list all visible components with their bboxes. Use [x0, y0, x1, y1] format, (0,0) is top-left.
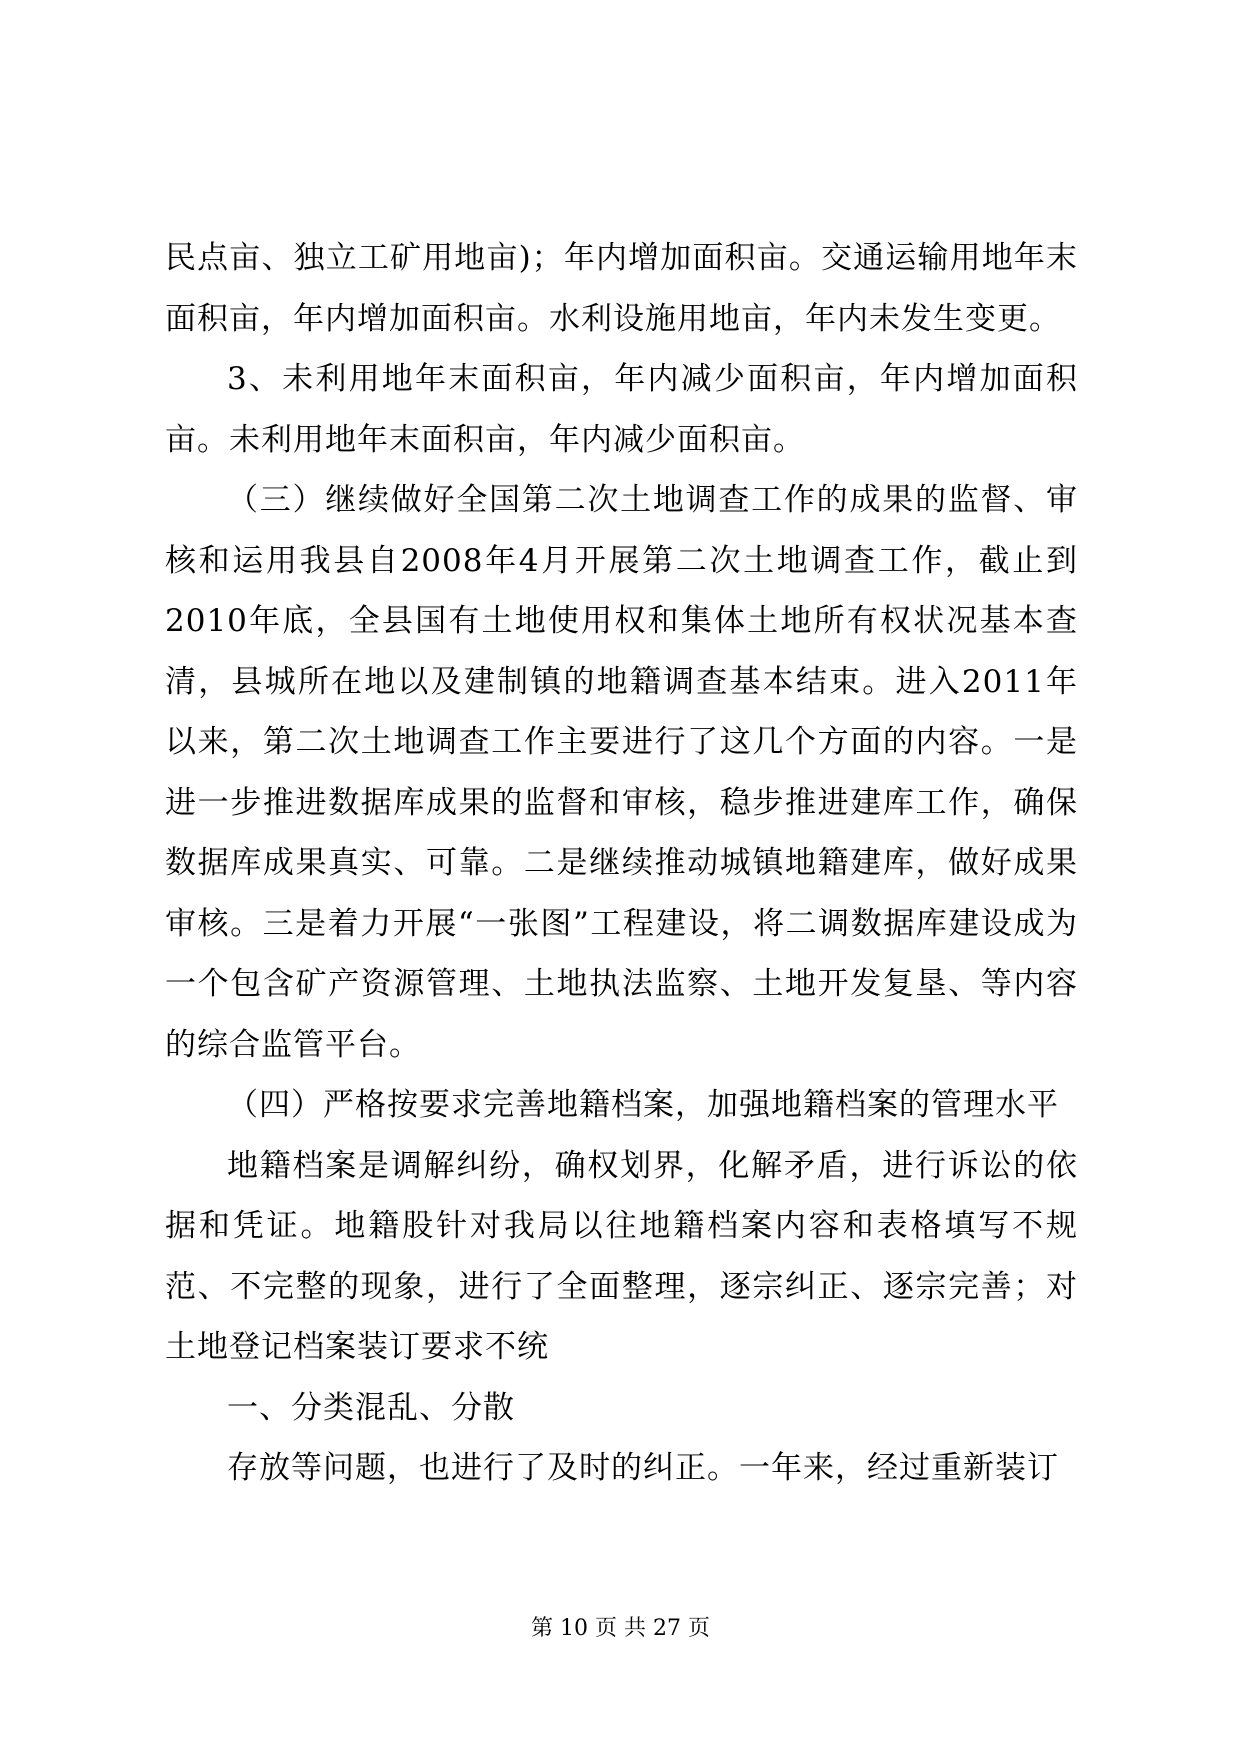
- paragraph-land-survey: （三）继续做好全国第二次土地调查工作的成果的监督、审核和运用我县自2008年4月开展第二次土地调查工作，截止到2010年底，全县国有土地使用权和集体土地所有权状况基本查清，县城所在地以及建制镇的地籍调查基本结束。进入2011年以来，第二次土地调查工作主要进行了这几个方面的内容。一是进一步推进数据库成果的监督和审核，稳步推进建库工作，确保数据库成果真实、可靠。二是继续推动城镇地籍建库，做好成果审核。三是着力开展“一张图”工程建设，将二调数据库建设成为一个包含矿产资源管理、土地执法监察、土地开发复垦、等内容的综合监管平台。: [165, 482, 1078, 1063]
- page-footer: 第 10 页 共 27 页: [531, 1616, 710, 1641]
- section-heading-cadastral-archives: （四）严格按要求完善地籍档案，加强地籍档案的管理水平: [227, 1087, 1059, 1123]
- list-heading-classification: 一、分类混乱、分散: [227, 1389, 515, 1426]
- paragraph-residential-land: 民点亩、独立工矿用地亩)；年内增加面积亩。交通运输用地年末面积亩，年内增加面积亩。水利设施用地亩，年内未发生变更。: [165, 240, 1078, 337]
- paragraph-storage-issues: 存放等问题，也进行了及时的纠正。一年来，经过重新装订: [227, 1450, 1059, 1486]
- paragraph-cadastral-archives: 地籍档案是调解纠纷，确权划界，化解矛盾，进行诉讼的依据和凭证。地籍股针对我局以往地籍档案内容和表格填写不规范、不完整的现象，进行了全面整理，逐宗纠正、逐宗完善；对土地登记档案装订要求不统: [165, 1147, 1078, 1365]
- paragraph-unused-land: 3、未利用地年末面积亩，年内减少面积亩，年内增加面积亩。未利用地年末面积亩，年内减少面积亩。: [165, 361, 1078, 458]
- body-text: [165, 228, 1078, 1499]
